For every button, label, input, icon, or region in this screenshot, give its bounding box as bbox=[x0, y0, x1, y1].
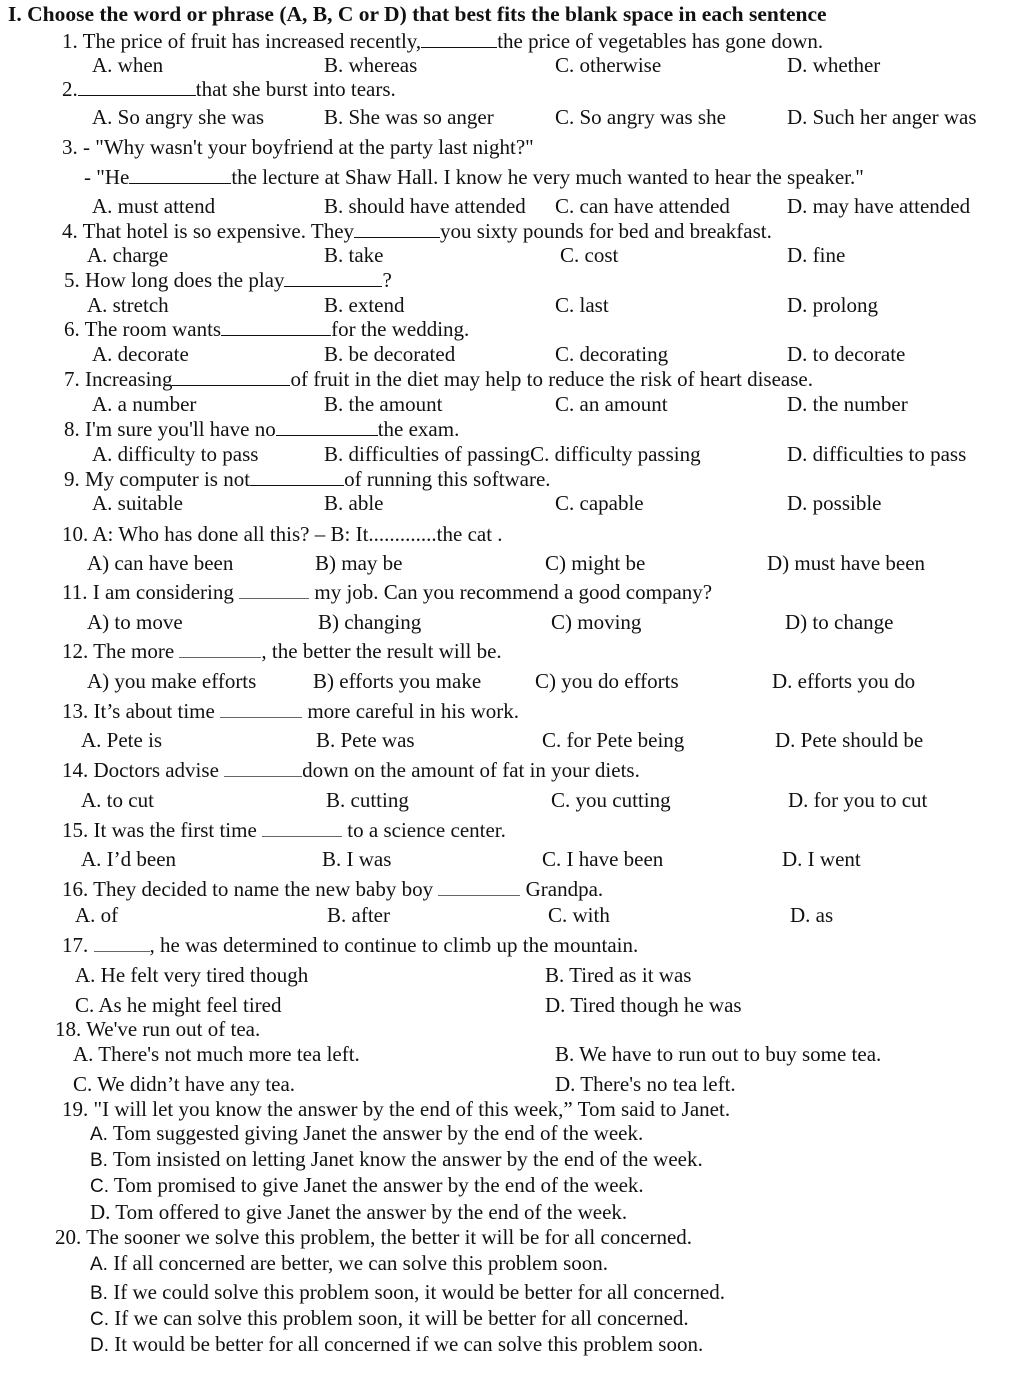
q9-option-c: C. capable bbox=[555, 491, 644, 515]
answer-blank bbox=[239, 583, 309, 599]
q7-option-a: A. a number bbox=[92, 392, 197, 416]
q8-option-b: B. difficulties of passingC. difficulty passing bbox=[324, 442, 701, 466]
q17-option-b: B. Tired as it was bbox=[545, 963, 692, 987]
q10-option-d: D) must have been bbox=[767, 551, 926, 575]
q2-option-c: C. So angry was she bbox=[555, 105, 726, 129]
q20-option-d: D. It would be better for all concerned if we can solve this problem soon. bbox=[90, 1332, 704, 1356]
question-5: 5. How long does the play ? bbox=[64, 268, 392, 292]
q19-option-a: A. Tom suggested giving Janet the answer by the end of the week. bbox=[90, 1121, 644, 1145]
q18-option-a: A. There's not much more tea left. bbox=[73, 1042, 360, 1066]
q4-option-c: C. cost bbox=[560, 243, 619, 267]
q15-option-c: C. I have been bbox=[542, 847, 664, 871]
q2-option-b: B. She was so anger bbox=[324, 105, 494, 129]
answer-blank bbox=[438, 880, 520, 896]
question-2: 2. that she burst into tears. bbox=[62, 77, 396, 101]
q18-option-b: B. We have to run out to buy some tea. bbox=[555, 1042, 882, 1066]
q19-option-b: B. Tom insisted on letting Janet know the answer by the end of the week. bbox=[90, 1147, 703, 1171]
question-8: 8. I'm sure you'll have no the exam. bbox=[64, 417, 460, 441]
q20-option-a: A. If all concerned are better, we can solve this problem soon. bbox=[90, 1251, 609, 1275]
q12-option-d: D. efforts you do bbox=[772, 669, 916, 693]
q2-option-d: D. Such her anger was bbox=[787, 105, 977, 129]
q7-option-c: C. an amount bbox=[555, 392, 668, 416]
q14-option-a: A. to cut bbox=[81, 788, 154, 812]
q13-option-c: C. for Pete being bbox=[542, 728, 685, 752]
q17-option-a: A. He felt very tired though bbox=[75, 963, 309, 987]
q10-option-b: B) may be bbox=[315, 551, 403, 575]
q11-option-d: D) to change bbox=[785, 610, 894, 634]
q12-option-c: C) you do efforts bbox=[535, 669, 679, 693]
q13-option-b: B. Pete was bbox=[316, 728, 415, 752]
q10-option-a: A) can have been bbox=[87, 551, 234, 575]
q6-option-d: D. to decorate bbox=[787, 342, 906, 366]
q1-option-b: B. whereas bbox=[324, 53, 418, 77]
q9-option-d: D. possible bbox=[787, 491, 882, 515]
question-1: 1. The price of fruit has increased recently, the price of vegetables has gone down. bbox=[62, 29, 824, 53]
q4-option-a: A. charge bbox=[87, 243, 169, 267]
q3-option-a: A. must attend bbox=[92, 194, 216, 218]
question-20: 20. The sooner we solve this problem, the better it will be for all concerned. bbox=[55, 1225, 693, 1249]
q15-option-b: B. I was bbox=[322, 847, 392, 871]
q4-option-d: D. fine bbox=[787, 243, 846, 267]
q11-option-c: C) moving bbox=[551, 610, 642, 634]
q10-option-c: C) might be bbox=[545, 551, 646, 575]
q13-option-a: A. Pete is bbox=[81, 728, 163, 752]
answer-blank bbox=[262, 821, 342, 837]
answer-blank bbox=[179, 642, 261, 658]
q8-option-a: A. difficulty to pass bbox=[92, 442, 259, 466]
question-17: 17. , he was determined to continue to climb up the mountain. bbox=[62, 933, 639, 957]
q15-option-d: D. I went bbox=[782, 847, 861, 871]
question-18: 18. We've run out of tea. bbox=[55, 1017, 261, 1041]
q14-option-c: C. you cutting bbox=[551, 788, 671, 812]
q18-option-c: C. We didn’t have any tea. bbox=[73, 1072, 296, 1096]
q5-option-b: B. extend bbox=[324, 293, 405, 317]
q9-option-a: A. suitable bbox=[92, 491, 183, 515]
question-13: 13. It’s about time more careful in his work. bbox=[62, 699, 520, 723]
answer-blank bbox=[284, 271, 382, 287]
q1-option-c: C. otherwise bbox=[555, 53, 662, 77]
q14-option-b: B. cutting bbox=[326, 788, 409, 812]
question-14: 14. Doctors advise down on the amount of fat in your diets. bbox=[62, 758, 640, 782]
q16-option-a: A. of bbox=[75, 903, 119, 927]
q8-option-d: D. difficulties to pass bbox=[787, 442, 967, 466]
q16-option-c: C. with bbox=[548, 903, 610, 927]
answer-blank bbox=[250, 470, 344, 486]
q14-option-d: D. for you to cut bbox=[788, 788, 928, 812]
q5-option-d: D. prolong bbox=[787, 293, 878, 317]
q17-option-c: C. As he might feel tired bbox=[75, 993, 282, 1017]
q7-option-b: B. the amount bbox=[324, 392, 443, 416]
question-19: 19. "I will let you know the answer by the end of this week,” Tom said to Janet. bbox=[62, 1097, 731, 1121]
q9-option-b: B. able bbox=[324, 491, 384, 515]
q5-option-a: A. stretch bbox=[87, 293, 169, 317]
q3-option-d: D. may have attended bbox=[787, 194, 971, 218]
answer-blank bbox=[220, 702, 302, 718]
q18-option-d: D. There's no tea left. bbox=[555, 1072, 736, 1096]
q20-option-c: C. If we can solve this problem soon, it will be better for all concerned. bbox=[90, 1306, 689, 1330]
answer-blank bbox=[78, 80, 196, 96]
q6-option-b: B. be decorated bbox=[324, 342, 456, 366]
question-3: 3. - "Why wasn't your boyfriend at the party last night?" bbox=[62, 135, 534, 159]
q16-option-b: B. after bbox=[327, 903, 390, 927]
question-3-reply: - "He the lecture at Shaw Hall. I know he very much wanted to hear the speaker." bbox=[84, 165, 864, 189]
question-6: 6. The room wants for the wedding. bbox=[64, 317, 470, 341]
answer-blank bbox=[221, 320, 331, 336]
q3-option-c: C. can have attended bbox=[555, 194, 730, 218]
q12-option-b: B) efforts you make bbox=[313, 669, 482, 693]
q4-option-b: B. take bbox=[324, 243, 384, 267]
q1-option-d: D. whether bbox=[787, 53, 881, 77]
q2-option-a: A. So angry she was bbox=[92, 105, 265, 129]
q16-option-d: D. as bbox=[790, 903, 834, 927]
answer-blank bbox=[129, 168, 231, 184]
question-16: 16. They decided to name the new baby boy Grandpa. bbox=[62, 877, 604, 901]
answer-blank bbox=[354, 222, 440, 238]
answer-blank bbox=[94, 936, 150, 952]
q6-option-a: A. decorate bbox=[92, 342, 189, 366]
question-7: 7. Increasing of fruit in the diet may help to reduce the risk of heart disease. bbox=[64, 367, 813, 391]
q13-option-d: D. Pete should be bbox=[775, 728, 924, 752]
question-12: 12. The more , the better the result will be. bbox=[62, 639, 502, 663]
q11-option-a: A) to move bbox=[87, 610, 183, 634]
q17-option-d: D. Tired though he was bbox=[545, 993, 742, 1017]
q20-option-b: B. If we could solve this problem soon, it would be better for all concerned. bbox=[90, 1280, 725, 1304]
answer-blank bbox=[224, 761, 302, 777]
answer-blank bbox=[172, 370, 290, 386]
q1-option-a: A. when bbox=[92, 53, 164, 77]
q11-option-b: B) changing bbox=[318, 610, 422, 634]
section-title: I. Choose the word or phrase (A, B, C or D) that best fits the blank space in each sentence bbox=[8, 2, 827, 26]
question-11: 11. I am considering my job. Can you recommend a good company? bbox=[62, 580, 713, 604]
q19-option-d: D. Tom offered to give Janet the answer by the end of the week. bbox=[90, 1200, 628, 1224]
q7-option-d: D. the number bbox=[787, 392, 908, 416]
q3-option-b: B. should have attended bbox=[324, 194, 526, 218]
q5-option-c: C. last bbox=[555, 293, 609, 317]
question-9: 9. My computer is not of running this software. bbox=[64, 467, 551, 491]
answer-blank bbox=[421, 32, 497, 48]
answer-blank bbox=[276, 420, 378, 436]
q6-option-c: C. decorating bbox=[555, 342, 669, 366]
q12-option-a: A) you make efforts bbox=[87, 669, 257, 693]
question-10: 10. A: Who has done all this? – B: It.............the cat . bbox=[62, 522, 503, 546]
question-4: 4. That hotel is so expensive. They you sixty pounds for bed and breakfast. bbox=[62, 219, 772, 243]
question-15: 15. It was the first time to a science center. bbox=[62, 818, 506, 842]
q19-option-c: C. Tom promised to give Janet the answer by the end of the week. bbox=[90, 1173, 644, 1197]
q15-option-a: A. I’d been bbox=[81, 847, 177, 871]
